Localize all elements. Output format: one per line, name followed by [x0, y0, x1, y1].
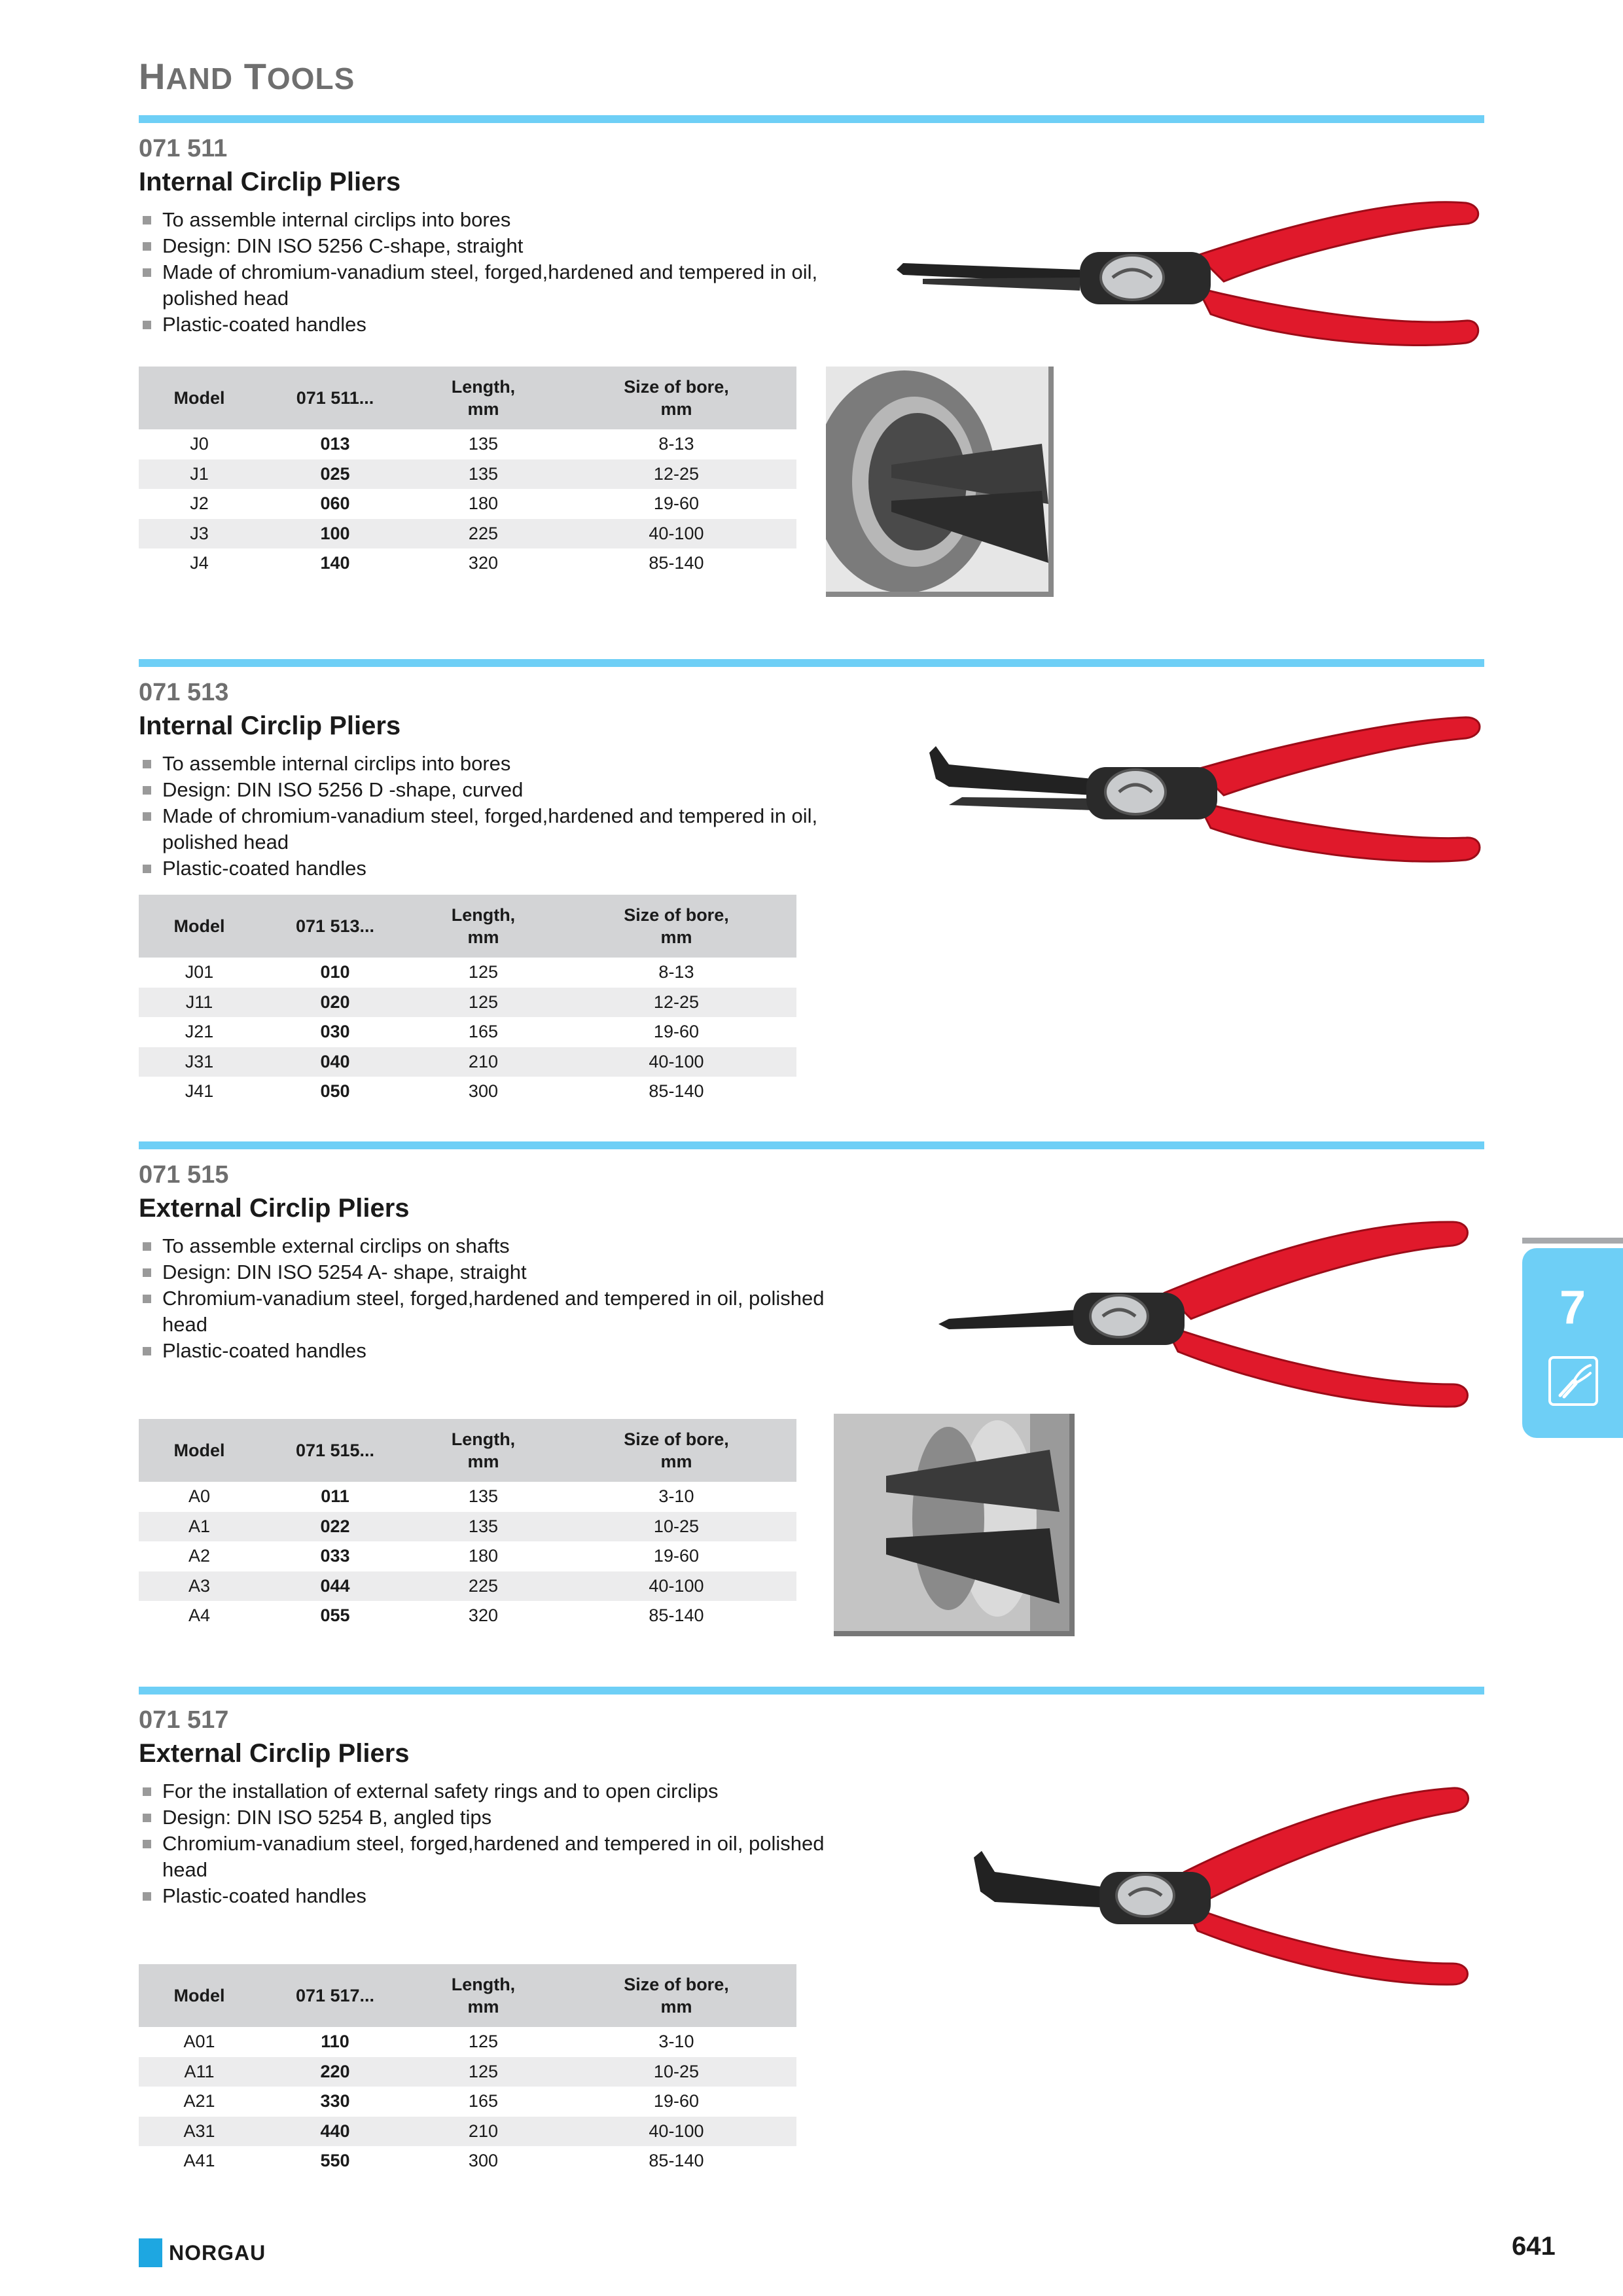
cell-code: 013 [320, 434, 350, 454]
table-row [139, 1512, 796, 1542]
feature-item: Plastic-coated handles [140, 855, 827, 882]
curved-pliers-image [923, 707, 1486, 877]
table-row [139, 1571, 796, 1602]
cell-bore: 8-13 [658, 434, 694, 454]
cell-code: 011 [321, 1486, 349, 1507]
feature-item: Design: DIN ISO 5256 C-shape, straight [140, 233, 827, 259]
cell-code: 110 [321, 2032, 349, 2052]
product-code: 071 515 [139, 1161, 229, 1189]
feature-item: Plastic-coated handles [140, 1338, 827, 1364]
brand-square [139, 2238, 162, 2267]
cell-model: J41 [185, 1081, 214, 1102]
table-header-row [139, 1964, 796, 2027]
cell-bore: 40-100 [556, 2117, 796, 2147]
cell-length: 320 [468, 553, 498, 573]
feature-item: Design: DIN ISO 5254 B, angled tips [140, 1804, 827, 1831]
cell-bore: 8-13 [658, 962, 694, 982]
cell-length: 320 [468, 1605, 498, 1626]
feature-item: Design: DIN ISO 5256 D -shape, curved [140, 777, 827, 803]
feature-item: To assemble external circlips on shafts [140, 1233, 827, 1259]
cell-model: J01 [185, 962, 214, 982]
external-straight-pliers-image [929, 1208, 1486, 1417]
feature-item: Plastic-coated handles [140, 1883, 827, 1909]
feature-list [140, 1778, 827, 1909]
cell-length: 125 [410, 988, 556, 1018]
product-name: Internal Circlip Pliers [139, 711, 401, 740]
header-model: Model [139, 1419, 260, 1482]
cell-length: 300 [468, 1081, 498, 1102]
table-row [139, 1077, 796, 1107]
cell-bore: 12-25 [556, 988, 796, 1018]
cell-bore: 19-60 [653, 1546, 699, 1566]
cell-bore: 40-100 [556, 519, 796, 549]
spec-table [139, 1964, 796, 2176]
cell-bore: 10-25 [556, 1512, 796, 1542]
cell-bore: 40-100 [556, 1047, 796, 1077]
cell-model: A4 [188, 1605, 211, 1626]
title-initial-2: T [243, 56, 267, 97]
cell-code: 050 [320, 1081, 350, 1102]
feature-list [140, 207, 827, 338]
table-row [139, 2117, 796, 2147]
bore-application-photo [826, 367, 1054, 597]
cell-bore: 85-140 [649, 553, 704, 573]
cell-bore: 3-10 [658, 1486, 694, 1507]
cell-model: J1 [139, 459, 260, 490]
feature-item: For the installation of external safety rings and to open circlips [140, 1778, 827, 1804]
cell-length: 135 [410, 1512, 556, 1542]
cell-code: 020 [260, 988, 410, 1018]
header-model: Model [139, 1964, 260, 2027]
cell-code: 010 [320, 962, 350, 982]
cell-model: A41 [183, 2151, 215, 2171]
section-rule [139, 115, 1484, 123]
chapter-tab-rule [1522, 1238, 1623, 1244]
cell-length: 125 [468, 2032, 498, 2052]
chapter-tab[interactable] [1522, 1248, 1623, 1438]
table-row [139, 2057, 796, 2087]
product-code: 071 513 [139, 679, 229, 706]
cell-model: J3 [139, 519, 260, 549]
header-bore: Size of bore, mm [556, 895, 796, 958]
feature-item: Made of chromium-vanadium steel, forged,hardened and tempered in oil, polished head [140, 259, 827, 312]
table-row [139, 2027, 796, 2057]
feature-item: Design: DIN ISO 5254 A- shape, straight [140, 1259, 827, 1285]
brand-name: NORGAU [169, 2240, 266, 2265]
spec-table [139, 1419, 796, 1631]
page-number: 641 [1512, 2232, 1556, 2261]
cell-length: 225 [410, 519, 556, 549]
header-model: Model [139, 895, 260, 958]
header-length: Length, mm [410, 1964, 556, 2027]
header-length: Length, mm [410, 895, 556, 958]
cell-length: 210 [410, 2117, 556, 2147]
section-rule [139, 659, 1484, 667]
feature-item: To assemble internal circlips into bores [140, 207, 827, 233]
table-row [139, 2087, 796, 2117]
feature-item: Chromium-vanadium steel, forged,hardened and tempered in oil, polished head [140, 1831, 827, 1883]
feature-item: Made of chromium-vanadium steel, forged,hardened and tempered in oil, polished head [140, 803, 827, 855]
cell-model: J31 [139, 1047, 260, 1077]
cell-length: 135 [468, 1486, 498, 1507]
cell-bore: 19-60 [653, 1022, 699, 1042]
table-row [139, 429, 796, 459]
cell-code: 140 [320, 553, 350, 573]
feature-item: Chromium-vanadium steel, forged,hardened and tempered in oil, polished head [140, 1285, 827, 1338]
cell-model: A11 [139, 2057, 260, 2087]
table-row [139, 1017, 796, 1047]
cell-code: 030 [320, 1022, 350, 1042]
cell-model: A0 [188, 1486, 211, 1507]
cell-bore: 85-140 [649, 1605, 704, 1626]
cell-code: 055 [320, 1605, 350, 1626]
cell-length: 135 [468, 434, 498, 454]
cell-model: J4 [190, 553, 209, 573]
cell-code: 440 [260, 2117, 410, 2147]
header-code: 071 513... [260, 895, 410, 958]
product-name: External Circlip Pliers [139, 1739, 410, 1768]
cell-length: 180 [468, 493, 498, 514]
feature-item: To assemble internal circlips into bores [140, 751, 827, 777]
table-header-row [139, 895, 796, 958]
cell-model: J11 [139, 988, 260, 1018]
header-bore: Size of bore, mm [556, 1964, 796, 2027]
cell-code: 044 [260, 1571, 410, 1602]
header-bore: Size of bore, mm [556, 1419, 796, 1482]
table-header-row [139, 1419, 796, 1482]
cell-length: 125 [410, 2057, 556, 2087]
spec-table [139, 367, 796, 579]
cell-code: 550 [320, 2151, 350, 2171]
cell-code: 220 [260, 2057, 410, 2087]
header-length: Length, mm [410, 1419, 556, 1482]
table-row [139, 988, 796, 1018]
cell-model: J21 [185, 1022, 214, 1042]
feature-list [140, 751, 827, 882]
cell-code: 060 [320, 493, 350, 514]
cell-length: 165 [468, 2091, 498, 2111]
pliers-icon [1548, 1356, 1598, 1406]
title-rest-2: OOLS [266, 62, 355, 96]
table-header-row [139, 367, 796, 429]
table-row [139, 2146, 796, 2176]
feature-item: Plastic-coated handles [140, 312, 827, 338]
section-rule [139, 1141, 1484, 1149]
cell-bore: 85-140 [649, 1081, 704, 1102]
cell-code: 100 [260, 519, 410, 549]
straight-pliers-image [883, 183, 1486, 367]
cell-code: 040 [260, 1047, 410, 1077]
cell-bore: 85-140 [649, 2151, 704, 2171]
page-title [139, 55, 355, 98]
cell-model: J2 [190, 493, 209, 514]
cell-code: 033 [320, 1546, 350, 1566]
product-name: Internal Circlip Pliers [139, 168, 401, 196]
cell-length: 225 [410, 1571, 556, 1602]
brand-logo [139, 2238, 266, 2267]
header-code: 071 511... [260, 367, 410, 429]
cell-bore: 40-100 [556, 1571, 796, 1602]
table-row [139, 548, 796, 579]
table-row [139, 1541, 796, 1571]
external-angled-pliers-image [969, 1774, 1486, 1990]
cell-code: 022 [260, 1512, 410, 1542]
section-rule [139, 1687, 1484, 1695]
cell-model: A1 [139, 1512, 260, 1542]
chapter-number: 7 [1559, 1282, 1586, 1334]
header-code: 071 517... [260, 1964, 410, 2027]
cell-model: A3 [139, 1571, 260, 1602]
cell-length: 180 [468, 1546, 498, 1566]
cell-bore: 3-10 [658, 2032, 694, 2052]
cell-length: 300 [468, 2151, 498, 2171]
cell-model: A2 [188, 1546, 211, 1566]
cell-bore: 10-25 [556, 2057, 796, 2087]
cell-model: A01 [183, 2032, 215, 2052]
product-code: 071 511 [139, 135, 228, 162]
table-row [139, 958, 796, 988]
header-code: 071 515... [260, 1419, 410, 1482]
table-row [139, 489, 796, 519]
cell-length: 135 [410, 459, 556, 490]
table-row [139, 1047, 796, 1077]
table-row [139, 459, 796, 490]
title-rest-1: AND [166, 62, 234, 96]
cell-model: A31 [139, 2117, 260, 2147]
table-row [139, 1482, 796, 1512]
spec-table [139, 895, 796, 1107]
cell-bore: 19-60 [653, 2091, 699, 2111]
cell-model: A21 [183, 2091, 215, 2111]
cell-model: J0 [190, 434, 209, 454]
feature-list [140, 1233, 827, 1364]
header-model: Model [139, 367, 260, 429]
header-bore: Size of bore, mm [556, 367, 796, 429]
header-length: Length, mm [410, 367, 556, 429]
cell-code: 025 [260, 459, 410, 490]
cell-length: 210 [410, 1047, 556, 1077]
table-row [139, 519, 796, 549]
cell-bore: 12-25 [556, 459, 796, 490]
cell-code: 330 [320, 2091, 350, 2111]
shaft-application-photo [834, 1414, 1075, 1636]
cell-bore: 19-60 [653, 493, 699, 514]
product-code: 071 517 [139, 1706, 229, 1734]
title-initial-1: H [139, 56, 166, 97]
cell-length: 125 [468, 962, 498, 982]
table-row [139, 1601, 796, 1631]
cell-length: 165 [468, 1022, 498, 1042]
product-name: External Circlip Pliers [139, 1194, 410, 1223]
